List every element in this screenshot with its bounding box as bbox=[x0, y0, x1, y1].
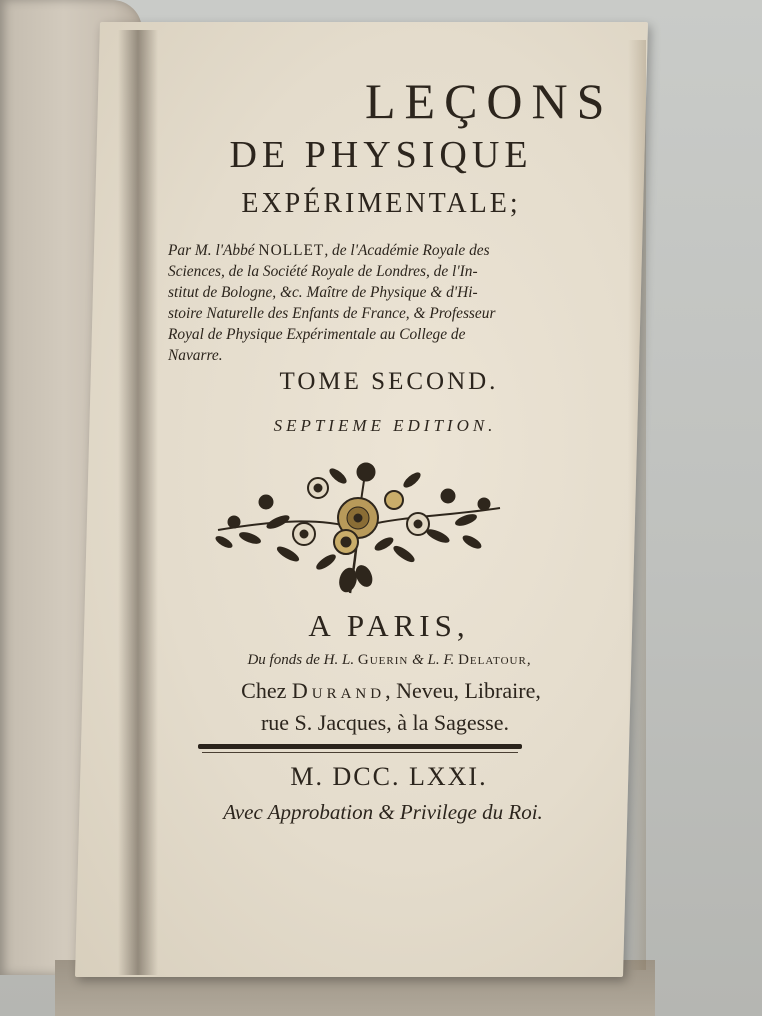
publisher-role: , Neveu, Libraire, bbox=[385, 678, 541, 703]
fonds-prefix: Du fonds de H. L. bbox=[247, 652, 358, 668]
floral-bouquet-icon bbox=[208, 458, 504, 598]
title-line-3: EXPÉRIMENTALE; bbox=[241, 188, 521, 219]
imprint-address: rue S. Jacques, à la Sagesse. bbox=[260, 710, 510, 735]
author-affiliation: , de l'Académie Royale des bbox=[324, 242, 490, 259]
author-line-5: Royal de Physique Expérimentale au College de bbox=[168, 326, 466, 343]
title-page-content: LEÇONS DE PHYSIQUE EXPÉRIMENTALE; Par M. l'Abbé NOLLET, de l'Académie Royale des Sciences, de la Société Royale de Londres, de l'In- stitut de Bologne, &c. Maître de Physique & d'Hi- stoire Naturelle des Enfants de France, & Professeur Royal de Physique Expérimentale au College de Navarre. TOME SECOND. SEPTIEME EDITION. A PARIS, Du fonds de H. L. Guerin & L. F. Delatour, Chez Durand, Neveu, Libraire, rue S. Jacques, à la Sagesse. M. DCC. LXXI. Avec Approbation & Privilege du Roi. bbox=[0, 0, 762, 1016]
author-line-2: Sciences, de la Société Royale de Londres, de l'In- bbox=[168, 263, 478, 280]
chez-prefix: Chez bbox=[241, 678, 292, 703]
volume-label: TOME SECOND. bbox=[279, 368, 499, 395]
fonds-mid: & L. F. bbox=[408, 652, 459, 668]
imprint-date: M. DCC. LXXI. bbox=[290, 762, 488, 791]
thick-rule bbox=[198, 744, 522, 749]
publisher-name: Durand bbox=[291, 678, 386, 703]
imprint-publisher bbox=[10, 678, 762, 704]
author-prefix: Par M. l'Abbé bbox=[168, 242, 259, 259]
edition-label: SEPTIEME EDITION. bbox=[273, 416, 497, 435]
author-line-4: stoire Naturelle des Enfants de France, & Professeur bbox=[168, 305, 496, 322]
fonds-name-guerin: Guerin bbox=[357, 652, 409, 668]
fonds-end: , bbox=[526, 652, 531, 668]
author-line-1 bbox=[168, 240, 588, 261]
author-line-6: Navarre. bbox=[168, 347, 223, 364]
author-block bbox=[168, 240, 588, 366]
fonds-name-delatour: Delatour bbox=[458, 652, 527, 668]
author-name: NOLLET bbox=[258, 242, 325, 259]
imprint-place: A PARIS, bbox=[308, 608, 470, 643]
author-line-3: stitut de Bologne, &c. Maître de Physique & d'Hi- bbox=[168, 284, 478, 301]
title-line-2: DE PHYSIQUE bbox=[229, 134, 533, 176]
privilege-line: Avec Approbation & Privilege du Roi. bbox=[223, 800, 543, 824]
thin-rule bbox=[202, 752, 518, 753]
imprint-fonds bbox=[8, 652, 762, 669]
